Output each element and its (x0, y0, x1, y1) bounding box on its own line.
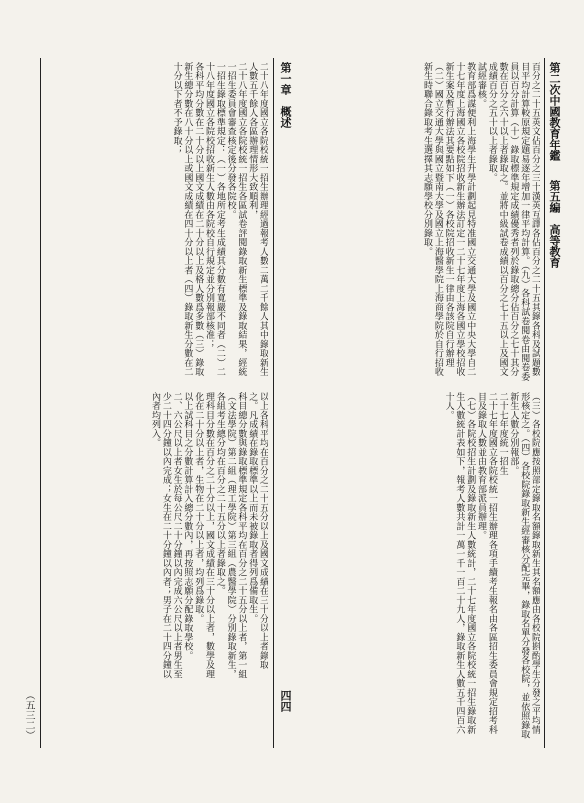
column-divider (273, 58, 274, 748)
paragraph: 一招生錄取標準規定：（一）各地所定考生成績其分數有寬嚴不同者（二）二十八年度國立各院校招收新生人數由各院校自行規定並分別報部核准； (204, 62, 225, 377)
book-title: 第二次中國教育年鑑 (548, 62, 561, 161)
paragraph: 各科平均分數在二十分以上國文成績在二十分以上及格人數爲多數（三）錄取新生總分數在八十分以上或國文成績在四十分以上者（四）錄取新生分數在二十分以下者不予錄取； (171, 62, 204, 377)
section-title: 第五編 高等教育 (548, 180, 561, 268)
paragraph: 二、六公尺以上者女生於每公尺二十分鐘以內完成六公尺以上者男生至少二十四分鐘以內完成；女生在二十分鐘以內者；男子在二十四分鐘以內者均列入。 (150, 392, 182, 679)
paragraph: 二十八年度國立各院校統一招生各區試卷評閱錄取新生標準及錄取結果，經統一招生委員會審查核定後分發各院校。 (225, 62, 247, 377)
paragraph: 試經審核。 (476, 62, 487, 109)
text-block-lower-left (46, 392, 268, 682)
paragraph: 以上試科目之分數計算計入總分數內，再按照志願分配錄取學校。 (182, 392, 193, 661)
section-heading: 二十七年度統一招生 (497, 392, 508, 476)
paragraph: 教育部爲謀便利上海學生升學計劃起見特准國立交通大學及國立中央大學自二十七年度上海國立各校院招收新生辦法訂定一二十七年度上海各國立學校招收新生案及暫行辦法其要點如下（一）各校院招收新生一律由各該院自行辦理（二）國立交通大學與國立暨南大學及國立上海醫學院上海商學院於自行招收新生時聯合錄取考生選擇其志願學校分別錄取。 (422, 62, 476, 377)
paragraph: 二十八年度國立各院校統一招生辦理經過報考人數二萬二千餘人其中錄取新生人數五千餘人各區辦理情形大致順利， (247, 62, 268, 377)
header-rule-right (544, 58, 545, 748)
chapter-title: 第一章 概述 (279, 62, 292, 128)
margin-rule-left (40, 58, 41, 748)
paragraph: （七）各院校招生計劃及錄取新生人數統計，二十七年度國立各院校統一招生錄取新生人數統計表如下，報考人數共計一萬一千一百二十九人，錄取新生人數五千四百六十人。 (443, 392, 476, 735)
paragraph: 以上各科平均在百分之二十五分以上及國文成績在三十分以上者錄取之。凡成績在錄取標準以上而未被錄取者得列爲備取生。 (247, 392, 268, 670)
page-label: 四四 (279, 690, 292, 712)
text-block-upper-right (300, 62, 540, 382)
paragraph: 二十七年度國立各院校統一招生辦理各項手續考生報名由各區招生委員會規定招考科目及錄取人數並由教育部派員辦理。 (476, 392, 497, 735)
paragraph: 科目總分數與錄取標準規定各科平均在百分之二十五分以上者，第一組（文法學院）第二組（理工學院）第三組（農醫學院）分別錄取新生，各組考生總分均在百分之二十五分以上者錄取之。 (214, 392, 247, 679)
paragraph: （三）各校院應按照部定錄取名額錄取新生其名額應由各校院斟酌學生分發之平均情形核定之。（四）各校院錄取新生經審核分配完畢，錄取名單分發各校院，並依照錄取新生人數分別報部。 (508, 392, 540, 739)
text-block-lower-right (300, 392, 540, 742)
page-number: （五三二） (23, 690, 34, 740)
text-block-upper-left (46, 62, 268, 382)
paragraph: 理科目分數在百分之二十分以上，國文成績在三十分以上者，數學及理化在二十分以上者，生物在二十分以上者，均列爲錄取。 (193, 392, 215, 679)
paragraph: 百分之二十五英文佔百分之三十漢英互譯各佔百分之二十五其錄各科及試題數目平均計算較原規定題易逐年增加一律平均計算。（九）各科試卷閱卷由閱卷委員以百分計算（十）錄取標準規定成績優秀者列於錄取總分佔百分之七十其分數在百分之六十以上者錄取之。並將中級試卷成績以百分之七十五以上及國文成績百分之五十以上者錄取。 (486, 62, 540, 382)
